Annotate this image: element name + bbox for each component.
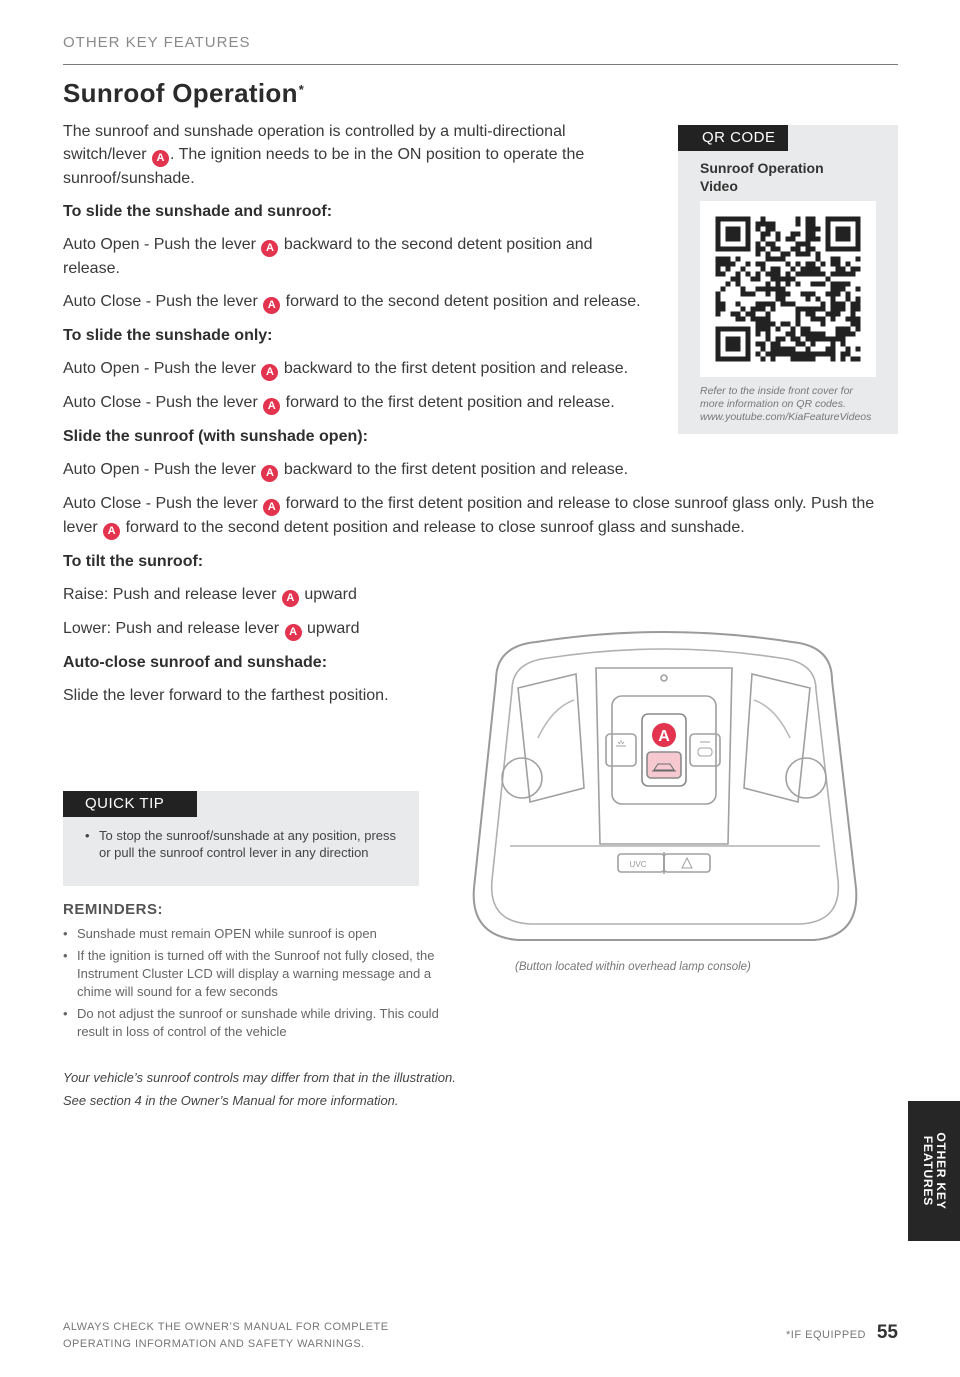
reminder-item: • Do not adjust the sunroof or sunshade while driving. This could result in loss of control of the vehicle: [63, 1005, 463, 1041]
section-header: OTHER KEY FEATURES: [63, 34, 251, 51]
callout-a-badge: A: [282, 590, 299, 607]
right-map-lamp: [786, 758, 826, 798]
instruction-slide-shade-close: Auto Close - Push the lever A forward to the first detent position and release.: [63, 391, 653, 415]
instruction-slide-shade-open: Auto Open - Push the lever A backward to the first detent position and release.: [63, 357, 653, 381]
warning-button: [664, 854, 710, 872]
callout-a-badge: A: [263, 297, 280, 314]
chapter-side-tab[interactable]: [908, 1101, 960, 1241]
qr-code-url: www.youtube.com/KiaFeatureVideos: [700, 411, 872, 423]
callout-a-badge: A: [261, 465, 278, 482]
callout-a-badge: A: [261, 364, 278, 381]
qr-code-tag: QR CODE: [678, 125, 788, 151]
callout-a-badge: A: [261, 240, 278, 257]
heading-slide-both: To slide the sunshade and sunroof:: [63, 203, 333, 220]
instruction-tilt-raise: Raise: Push and release lever A upward: [63, 583, 893, 607]
if-equipped-footnote: *IF EQUIPPED: [786, 1329, 866, 1341]
right-lamp-icon: [698, 742, 712, 756]
qr-code-frame: [700, 201, 876, 377]
heading-autoclose: Auto-close sunroof and sunshade:: [63, 654, 328, 671]
instruction-autoclose: Slide the lever forward to the farthest position.: [63, 687, 389, 704]
qr-code-title: Sunroof Operation Video: [700, 160, 824, 194]
instruction-slide-both-open: Auto Open - Push the lever A backward to the second detent position and release.: [63, 236, 593, 277]
instruction-slide-both-close: Auto Close - Push the lever A forward to the second detent position and release.: [63, 290, 653, 314]
left-lamp-icon: [616, 740, 626, 746]
callout-a-badge: A: [103, 523, 120, 540]
overhead-console-illustration: [466, 618, 862, 954]
callout-a-label: A: [658, 728, 670, 745]
heading-tilt: To tilt the sunroof:: [63, 553, 204, 570]
illustration-disclaimer: Your vehicle’s sunroof controls may differ from that in the illustration. See section 4 in the Owner’s Manual for more information.: [63, 1070, 456, 1108]
qr-code-icon[interactable]: [700, 201, 876, 377]
quick-tip-item: • To stop the sunroof/sunshade at any position, press or pull the sunroof control lever in any direction: [85, 827, 405, 861]
uvc-label: UVC: [629, 860, 647, 869]
if-equipped-marker: *: [298, 82, 305, 97]
instruction-tilt-lower: Lower: Push and release lever A upward: [63, 617, 893, 641]
reminder-item: • If the ignition is turned off with the Sunroof not fully closed, the Instrument Cluster LCD will display a warning message and a chime will sound for a few seconds: [63, 947, 463, 1001]
intro-paragraph: The sunroof and sunshade operation is controlled by a multi-directional switch/lever A . The ignition needs to be in the ON position to operate the sunroof/sunshade.: [63, 123, 585, 187]
instruction-slide-roof-close: Auto Close - Push the lever A forward to the first detent position and release to close sunroof glass only. Push the lever A forward to the second detent position and release to close sunroof glass and sunshade.: [63, 492, 893, 540]
header-divider: [63, 64, 898, 65]
footer-warning: ALWAYS CHECK THE OWNER’S MANUAL FOR COMPLETE OPERATING INFORMATION AND SAFETY WARNINGS.: [63, 1321, 389, 1350]
heading-slide-roof: Slide the sunroof (with sunshade open):: [63, 428, 368, 445]
page-title-text: Sunroof Operation: [63, 78, 298, 108]
callout-a-badge: A: [285, 624, 302, 641]
instruction-slide-roof-open: Auto Open - Push the lever A backward to the first detent position and release.: [63, 458, 893, 482]
callout-a-badge: A: [152, 150, 169, 167]
chapter-side-tab-label: OTHER KEY FEATURES: [921, 1132, 948, 1210]
page-number: 55: [876, 1322, 898, 1343]
sunroof-control-lever: [647, 752, 681, 778]
warning-triangle-icon: [682, 858, 692, 868]
quick-tip-list: [85, 827, 405, 861]
reminders-list: [63, 925, 463, 1045]
heading-slide-shade: To slide the sunshade only:: [63, 327, 273, 344]
left-lamp-button: [606, 734, 636, 766]
reminders-title: REMINDERS:: [63, 901, 164, 918]
qr-code-panel: [678, 125, 898, 434]
illustration-caption: (Button located within overhead lamp console): [515, 961, 751, 973]
reminder-item: • Sunshade must remain OPEN while sunroof is open: [63, 925, 463, 943]
page-title: [63, 78, 304, 109]
quick-tip-panel: [63, 791, 419, 886]
quick-tip-tag: QUICK TIP: [63, 791, 197, 817]
left-map-lamp: [502, 758, 542, 798]
callout-a-badge: A: [263, 499, 280, 516]
qr-code-note: Refer to the inside front cover for more information on QR codes. www.youtube.com/KiaFeatureVideos: [700, 385, 890, 424]
callout-a-badge: A: [263, 398, 280, 415]
